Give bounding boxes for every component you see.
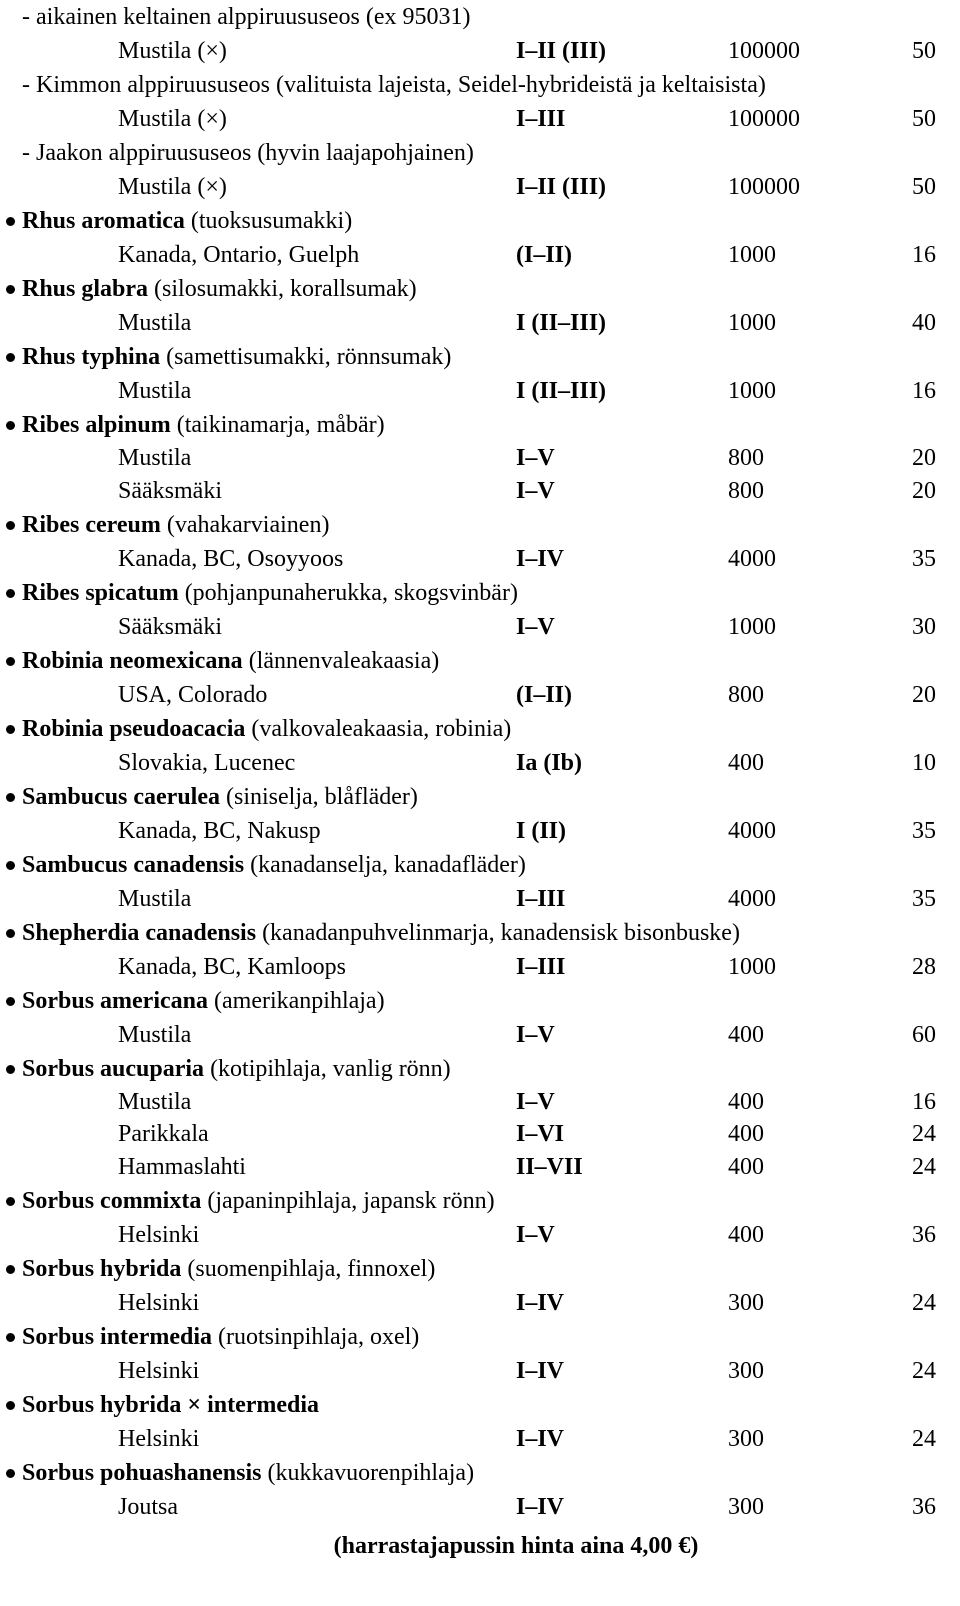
growth-zone: I–IV bbox=[516, 1494, 565, 1520]
species-label bbox=[22, 408, 385, 442]
species-header bbox=[0, 1184, 960, 1218]
common-name: (samettisumakki, rönnsumak) bbox=[166, 344, 452, 370]
origin-place: Helsinki bbox=[118, 1358, 200, 1384]
growth-zone: I–IV bbox=[516, 546, 565, 572]
origin-place: Helsinki bbox=[118, 1290, 200, 1316]
price-value: 24 bbox=[912, 1426, 936, 1452]
origin-place: Parikkala bbox=[118, 1121, 209, 1147]
footer-note bbox=[0, 1533, 960, 1560]
origin-place: Kanada, BC, Nakusp bbox=[118, 818, 321, 844]
origin-place: Helsinki bbox=[118, 1426, 200, 1452]
seed-count: 100000 bbox=[728, 38, 800, 64]
species-name: Ribes spicatum bbox=[22, 580, 179, 606]
seed-count: 300 bbox=[728, 1494, 764, 1520]
species-name: Sambucus canadensis bbox=[22, 852, 245, 878]
common-name: (kotipihlaja, vanlig rönn) bbox=[210, 1056, 451, 1082]
mix-name: - Kimmon alppiruususeos (valituista lajeista, Seidel-hybrideistä ja keltaisista) bbox=[22, 72, 766, 98]
species-label bbox=[22, 576, 518, 610]
species-name: Sorbus pohuashanensis bbox=[22, 1460, 262, 1486]
growth-zone: II–VII bbox=[516, 1154, 583, 1180]
price-value: 10 bbox=[912, 750, 936, 776]
price-value: 36 bbox=[912, 1494, 936, 1520]
seed-count: 400 bbox=[728, 1089, 764, 1115]
species-header bbox=[0, 916, 960, 950]
species-label bbox=[22, 780, 418, 814]
common-name: (kanadanpuhvelinmarja, kanadensisk bisonbuske) bbox=[262, 920, 740, 946]
bullet-icon bbox=[6, 521, 15, 530]
species-name: Ribes alpinum bbox=[22, 412, 171, 438]
bullet-icon bbox=[6, 421, 15, 430]
species-label bbox=[22, 272, 417, 306]
species-header bbox=[0, 340, 960, 374]
seed-count: 100000 bbox=[728, 106, 800, 132]
species-header bbox=[0, 644, 960, 678]
species-header bbox=[0, 984, 960, 1018]
growth-zone: I–IV bbox=[516, 1290, 565, 1316]
provenance-row bbox=[0, 1354, 960, 1388]
price-value: 40 bbox=[912, 310, 936, 336]
species-label bbox=[22, 340, 451, 374]
growth-zone: I–V bbox=[516, 614, 555, 640]
species-label bbox=[22, 848, 526, 882]
mix-name: - aikainen keltainen alppiruususeos (ex 95031) bbox=[22, 4, 471, 30]
species-label bbox=[22, 1052, 451, 1086]
seed-count: 4000 bbox=[728, 546, 776, 572]
seed-count: 300 bbox=[728, 1426, 764, 1452]
seed-count: 1000 bbox=[728, 242, 776, 268]
common-name: (taikinamarja, måbär) bbox=[176, 412, 385, 438]
seed-count: 800 bbox=[728, 682, 764, 708]
price-value: 30 bbox=[912, 614, 936, 640]
growth-zone: I–V bbox=[516, 1022, 555, 1048]
provenance-row bbox=[0, 1150, 960, 1184]
species-header bbox=[0, 204, 960, 238]
price-value: 16 bbox=[912, 242, 936, 268]
provenance-row bbox=[0, 1118, 960, 1150]
provenance-row bbox=[0, 1018, 960, 1052]
species-header bbox=[0, 1388, 960, 1422]
growth-zone: I–V bbox=[516, 445, 555, 471]
common-name: (pohjanpunaherukka, skogsvinbär) bbox=[184, 580, 518, 606]
growth-zone: (I–II) bbox=[516, 682, 573, 708]
price-value: 16 bbox=[912, 378, 936, 404]
growth-zone: I–III bbox=[516, 886, 566, 912]
species-label bbox=[22, 1184, 495, 1218]
seed-count: 300 bbox=[728, 1358, 764, 1384]
origin-place: Slovakia, Lucenec bbox=[118, 750, 296, 776]
seed-count: 400 bbox=[728, 1154, 764, 1180]
price-value: 24 bbox=[912, 1358, 936, 1384]
bullet-icon bbox=[6, 217, 15, 226]
species-header bbox=[0, 136, 960, 170]
mix-name: - Jaakon alppiruususeos (hyvin laajapohjainen) bbox=[22, 140, 474, 166]
seed-count: 300 bbox=[728, 1290, 764, 1316]
species-name: Sorbus hybrida bbox=[22, 1256, 182, 1282]
species-label bbox=[22, 984, 385, 1018]
seed-count: 400 bbox=[728, 1222, 764, 1248]
provenance-row bbox=[0, 374, 960, 408]
species-name: Sorbus americana bbox=[22, 988, 208, 1014]
bullet-icon bbox=[6, 1065, 15, 1074]
seed-count: 1000 bbox=[728, 310, 776, 336]
common-name: (siniselja, blåfläder) bbox=[226, 784, 418, 810]
origin-place: Mustila (×) bbox=[118, 38, 227, 64]
price-value: 28 bbox=[912, 954, 936, 980]
provenance-row bbox=[0, 238, 960, 272]
bullet-icon bbox=[6, 1469, 15, 1478]
price-value: 35 bbox=[912, 886, 936, 912]
provenance-row bbox=[0, 882, 960, 916]
common-name: (silosumakki, korallsumak) bbox=[154, 276, 417, 302]
price-value: 20 bbox=[912, 682, 936, 708]
species-header bbox=[0, 576, 960, 610]
growth-zone: I–III bbox=[516, 954, 566, 980]
seed-count: 400 bbox=[728, 1022, 764, 1048]
common-name: (valkovaleakaasia, robinia) bbox=[251, 716, 512, 742]
common-name: (tuoksusumakki) bbox=[190, 208, 353, 234]
species-name: Ribes cereum bbox=[22, 512, 161, 538]
provenance-row bbox=[0, 170, 960, 204]
common-name: (suomenpihlaja, finnoxel) bbox=[187, 1256, 436, 1282]
species-name: Robinia neomexicana bbox=[22, 648, 243, 674]
species-header bbox=[0, 68, 960, 102]
bullet-icon bbox=[6, 725, 15, 734]
provenance-row bbox=[0, 1218, 960, 1252]
bullet-icon bbox=[6, 929, 15, 938]
origin-place: Kanada, Ontario, Guelph bbox=[118, 242, 360, 268]
bullet-icon bbox=[6, 1197, 15, 1206]
seed-count: 1000 bbox=[728, 378, 776, 404]
origin-place: Sääksmäki bbox=[118, 614, 222, 640]
bullet-icon bbox=[6, 657, 15, 666]
species-header bbox=[0, 848, 960, 882]
bullet-icon bbox=[6, 1333, 15, 1342]
provenance-row bbox=[0, 474, 960, 508]
origin-place: Mustila bbox=[118, 310, 192, 336]
price-value: 35 bbox=[912, 546, 936, 572]
common-name: (kukkavuorenpihlaja) bbox=[267, 1460, 475, 1486]
species-header bbox=[0, 0, 960, 34]
origin-place: Helsinki bbox=[118, 1222, 200, 1248]
provenance-row bbox=[0, 442, 960, 474]
origin-place: Mustila bbox=[118, 378, 192, 404]
bullet-icon bbox=[6, 1401, 15, 1410]
species-name: Shepherdia canadensis bbox=[22, 920, 257, 946]
growth-zone: I–IV bbox=[516, 1358, 565, 1384]
provenance-row bbox=[0, 1286, 960, 1320]
bullet-icon bbox=[6, 997, 15, 1006]
species-header bbox=[0, 1456, 960, 1490]
origin-place: Mustila (×) bbox=[118, 174, 227, 200]
provenance-row bbox=[0, 950, 960, 984]
origin-place: USA, Colorado bbox=[118, 682, 268, 708]
species-name: Sambucus caerulea bbox=[22, 784, 220, 810]
growth-zone: I–V bbox=[516, 478, 555, 504]
provenance-row bbox=[0, 102, 960, 136]
growth-zone: (I–II) bbox=[516, 242, 573, 268]
origin-place: Mustila bbox=[118, 886, 192, 912]
species-label bbox=[22, 1252, 435, 1286]
seed-count: 400 bbox=[728, 750, 764, 776]
species-header bbox=[0, 508, 960, 542]
species-name: Rhus glabra bbox=[22, 276, 149, 302]
price-value: 24 bbox=[912, 1121, 936, 1147]
growth-zone: I–IV bbox=[516, 1426, 565, 1452]
provenance-row bbox=[0, 542, 960, 576]
growth-zone: I (II–III) bbox=[516, 310, 607, 336]
price-value: 60 bbox=[912, 1022, 936, 1048]
species-name: Robinia pseudoacacia bbox=[22, 716, 246, 742]
species-header bbox=[0, 1320, 960, 1354]
bullet-icon bbox=[6, 1265, 15, 1274]
common-name: (amerikanpihlaja) bbox=[214, 988, 385, 1014]
bullet-icon bbox=[6, 861, 15, 870]
species-label bbox=[22, 204, 352, 238]
price-value: 50 bbox=[912, 38, 936, 64]
provenance-row bbox=[0, 1086, 960, 1118]
species-name: Rhus aromatica bbox=[22, 208, 185, 234]
bullet-icon bbox=[6, 589, 15, 598]
species-name: Sorbus hybrida × intermedia bbox=[22, 1392, 320, 1418]
origin-place: Hammaslahti bbox=[118, 1154, 246, 1180]
price-value: 20 bbox=[912, 478, 936, 504]
seed-count: 1000 bbox=[728, 614, 776, 640]
common-name: (japaninpihlaja, japansk rönn) bbox=[207, 1188, 495, 1214]
species-name: Sorbus aucuparia bbox=[22, 1056, 205, 1082]
origin-place: Mustila bbox=[118, 1022, 192, 1048]
seed-count: 100000 bbox=[728, 174, 800, 200]
growth-zone: I–V bbox=[516, 1089, 555, 1115]
seed-count: 800 bbox=[728, 478, 764, 504]
growth-zone: I–II (III) bbox=[516, 174, 607, 200]
species-label bbox=[22, 712, 511, 746]
provenance-row bbox=[0, 1490, 960, 1524]
provenance-row bbox=[0, 814, 960, 848]
growth-zone: I (II–III) bbox=[516, 378, 607, 404]
provenance-row bbox=[0, 678, 960, 712]
common-name: (kanadanselja, kanadafläder) bbox=[250, 852, 526, 878]
species-label bbox=[22, 1388, 319, 1422]
species-label bbox=[22, 916, 740, 950]
growth-zone: Ia (Ib) bbox=[516, 750, 583, 776]
price-value: 16 bbox=[912, 1089, 936, 1115]
price-value: 20 bbox=[912, 445, 936, 471]
origin-place: Mustila (×) bbox=[118, 106, 227, 132]
bullet-icon bbox=[6, 353, 15, 362]
origin-place: Sääksmäki bbox=[118, 478, 222, 504]
species-label bbox=[22, 1320, 419, 1354]
species-header bbox=[0, 408, 960, 442]
price-value: 35 bbox=[912, 818, 936, 844]
provenance-row bbox=[0, 306, 960, 340]
common-name: (vahakarviainen) bbox=[166, 512, 330, 538]
origin-place: Mustila bbox=[118, 1089, 192, 1115]
species-header bbox=[0, 780, 960, 814]
seed-count: 4000 bbox=[728, 818, 776, 844]
species-header bbox=[0, 1052, 960, 1086]
seed-count: 1000 bbox=[728, 954, 776, 980]
provenance-row bbox=[0, 1422, 960, 1456]
origin-place: Mustila bbox=[118, 445, 192, 471]
origin-place: Joutsa bbox=[118, 1494, 178, 1520]
provenance-row bbox=[0, 610, 960, 644]
bullet-icon bbox=[6, 285, 15, 294]
price-value: 50 bbox=[912, 174, 936, 200]
provenance-row bbox=[0, 746, 960, 780]
growth-zone: I–VI bbox=[516, 1121, 565, 1147]
common-name: (lännenvaleakaasia) bbox=[248, 648, 440, 674]
seed-count: 400 bbox=[728, 1121, 764, 1147]
species-name: Sorbus intermedia bbox=[22, 1324, 213, 1350]
species-label bbox=[22, 644, 439, 678]
common-name: (ruotsinpihlaja, oxel) bbox=[218, 1324, 420, 1350]
price-value: 50 bbox=[912, 106, 936, 132]
species-header bbox=[0, 272, 960, 306]
species-name: Rhus typhina bbox=[22, 344, 161, 370]
species-name: Sorbus commixta bbox=[22, 1188, 202, 1214]
species-label bbox=[22, 508, 329, 542]
growth-zone: I–V bbox=[516, 1222, 555, 1248]
species-header bbox=[0, 712, 960, 746]
growth-zone: I–II (III) bbox=[516, 38, 607, 64]
provenance-row bbox=[0, 34, 960, 68]
price-value: 36 bbox=[912, 1222, 936, 1248]
seed-count: 4000 bbox=[728, 886, 776, 912]
species-label bbox=[22, 1456, 474, 1490]
species-header bbox=[0, 1252, 960, 1286]
origin-place: Kanada, BC, Osoyyoos bbox=[118, 546, 344, 572]
price-value: 24 bbox=[912, 1290, 936, 1316]
origin-place: Kanada, BC, Kamloops bbox=[118, 954, 346, 980]
price-value: 24 bbox=[912, 1154, 936, 1180]
growth-zone: I–III bbox=[516, 106, 566, 132]
seed-count: 800 bbox=[728, 445, 764, 471]
growth-zone: I (II) bbox=[516, 818, 567, 844]
bullet-icon bbox=[6, 793, 15, 802]
footer-text: (harrastajapussin hinta aina 4,00 €) bbox=[333, 1533, 699, 1559]
